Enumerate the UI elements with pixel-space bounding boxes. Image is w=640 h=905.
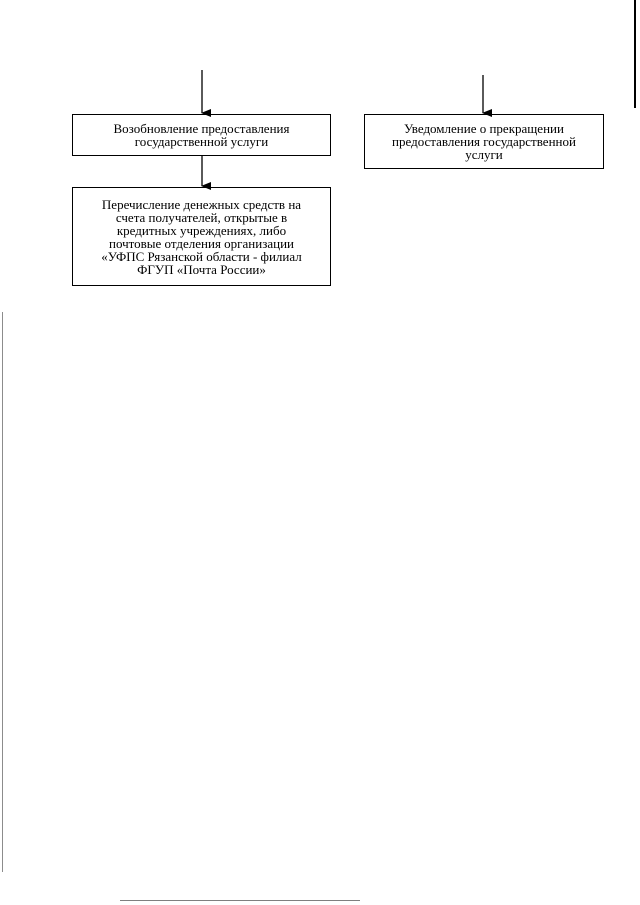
resume-service-text: Возобновление предоставления государственной услуги: [113, 121, 290, 149]
scan-edge-left: [2, 312, 3, 872]
funds-transfer-box: [72, 187, 331, 286]
scan-edge-bottom: [120, 900, 360, 901]
termination-notice-box: [364, 114, 604, 169]
scan-edge-right-top: [634, 0, 636, 108]
resume-service-box: [72, 114, 331, 156]
termination-notice-text: Уведомление о прекращении предоставления государственной услуги: [392, 121, 576, 162]
funds-transfer-text: Перечисление денежных средств на счета получателей, открытые в кредитных учреждениях, либо почтовые отделения организации «УФПС Рязанской области - филиал ФГУП «Почта России»: [101, 196, 302, 277]
